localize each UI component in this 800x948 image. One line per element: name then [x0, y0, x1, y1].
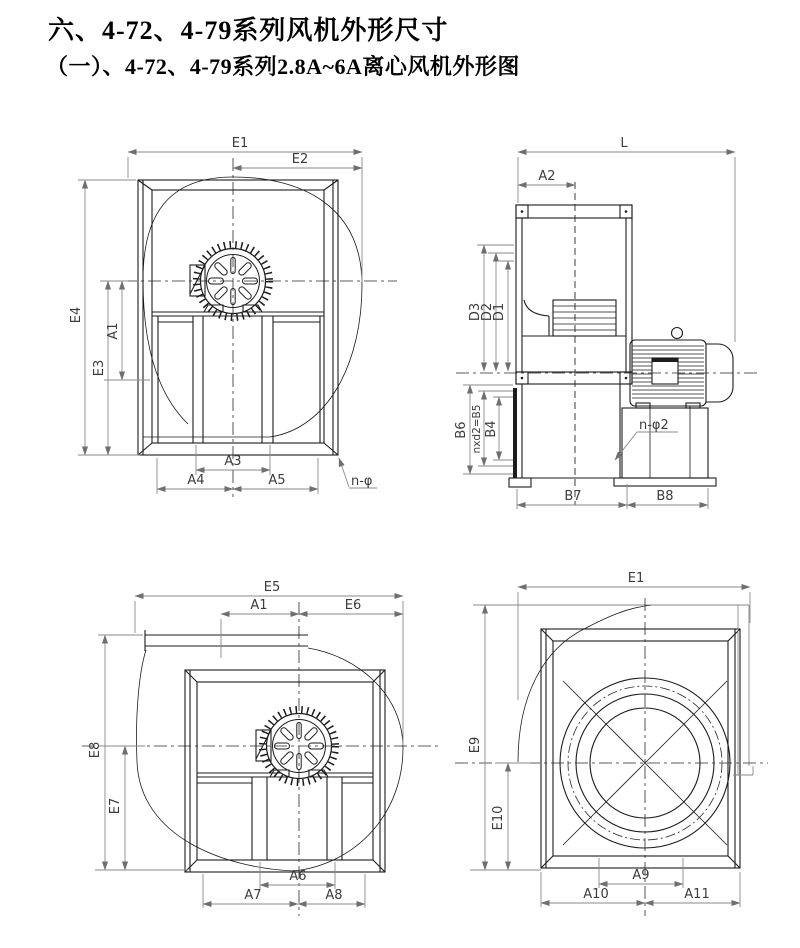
dim-label-d2: D2: [480, 302, 495, 322]
left-outlet-view: [82, 580, 440, 916]
dim-label-e5: E5: [263, 580, 281, 595]
dim-label-e7: E7: [108, 797, 123, 815]
dim-label-a6: A6: [289, 869, 307, 884]
rear-view: [455, 571, 768, 916]
dim-label-a2: A2: [538, 169, 556, 184]
dim-label-a4: A4: [187, 473, 205, 488]
dim-label-e3: E3: [92, 359, 107, 377]
dim-label-a8: A8: [325, 888, 343, 903]
page-subtitle: （一）、4-72、4-79系列2.8A~6A离心风机外形图: [46, 54, 520, 79]
dim-label-a3: A3: [224, 454, 242, 469]
dim-label-b8: B8: [656, 489, 674, 504]
page-title: 六、4-72、4-79系列风机外形尺寸: [48, 16, 449, 45]
dim-label-e6: E6: [344, 598, 362, 613]
dim-label-e9: E9: [468, 736, 483, 754]
front-view: [69, 136, 397, 497]
dim-label-b5: nxd2=B5: [471, 404, 483, 454]
dim-label-d3: D3: [468, 302, 483, 322]
dim-label-e1: E1: [231, 136, 249, 151]
dim-label-b4: B4: [484, 420, 499, 438]
dim-label-e4: E4: [69, 306, 84, 324]
lifting-eye-icon: [672, 328, 683, 339]
dim-label-e2: E2: [291, 152, 309, 167]
dim-label-e1: E1: [627, 571, 645, 586]
dim-label-b6: B6: [454, 421, 469, 439]
dim-label-a7: A7: [244, 888, 262, 903]
dim-label-n-phi: n-φ: [351, 474, 373, 489]
dim-label-d1: D1: [492, 302, 507, 322]
dim-label-e8: E8: [88, 741, 103, 759]
dim-label-a10: A10: [583, 887, 609, 902]
dim-label-e10: E10: [491, 805, 506, 831]
outlet-duct-rear: [473, 605, 753, 775]
dim-label-l: L: [620, 136, 628, 151]
dim-label-b7: B7: [564, 489, 582, 504]
dim-label-a1: A1: [250, 598, 268, 613]
dim-label-a1: A1: [106, 322, 121, 340]
dim-label-a9: A9: [632, 868, 650, 883]
inlet-flange-bar: [513, 388, 517, 478]
dim-label-a5: A5: [268, 473, 286, 488]
dim-label-n-phi2: n-φ2: [639, 418, 669, 433]
dim-label-a11: A11: [684, 887, 710, 902]
side-view: [454, 136, 758, 509]
